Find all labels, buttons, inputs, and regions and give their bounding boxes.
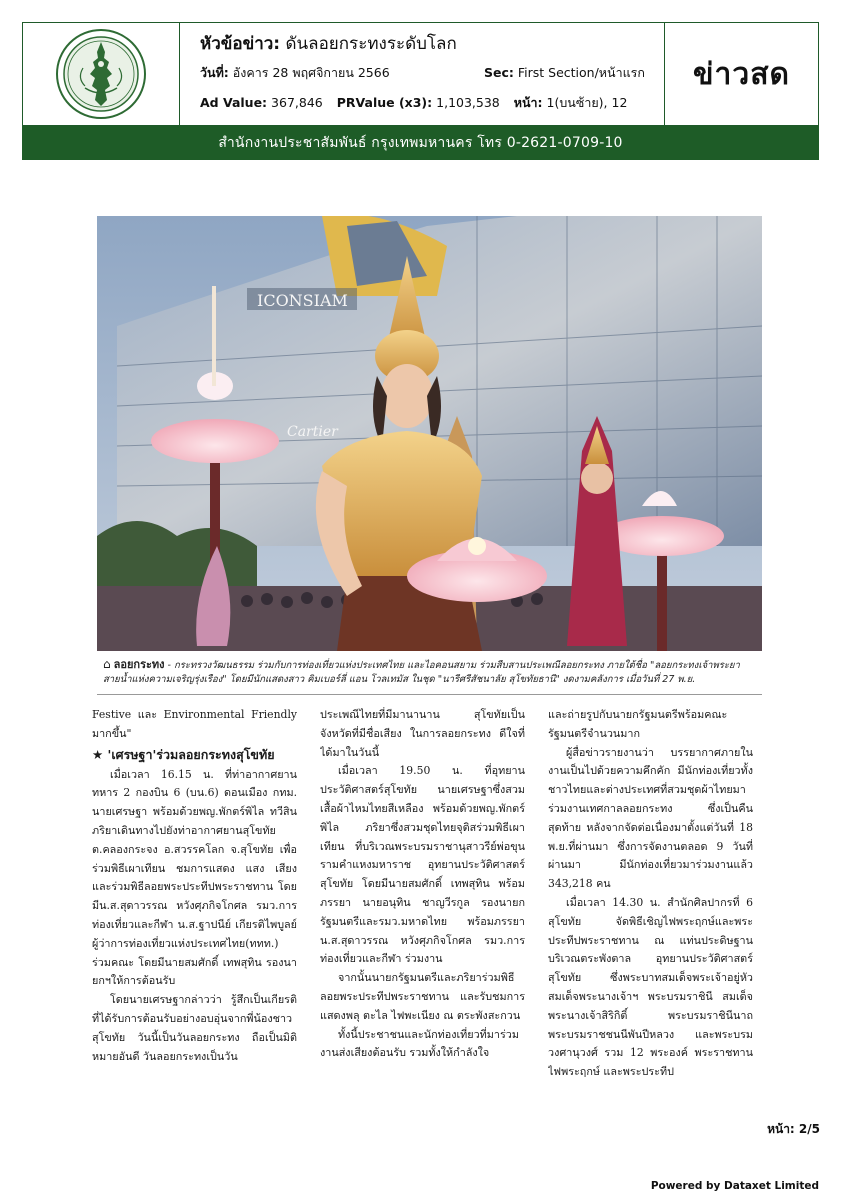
clipping-info — [180, 23, 664, 125]
column-2-paragraph-2: จากนั้นนายกรัฐมนตรีและภริยาร่วมพิธีลอยพระประทีปพระราชทาน และรับชมการแสดงพลุ ตะไล ไฟพะเนียง ณ ตระพังสะกวน — [320, 971, 525, 1022]
caption-heading: ลอยกระทง — [113, 658, 165, 671]
column-3-paragraph-2: เมื่อเวลา 14.30 น. สำนักศิลปากรที่ 6 สุโขทัย จัดพิธีเชิญไฟพระฤกษ์และพระประทีปพระราชทาน ณ แท่นประดิษฐานบริเวณตระพังตาล อุทยานประวัติศาสตร์สุโขทัย ซึ่งพระบาทสมเด็จพระเจ้าอยู่หัว สมเด็จพระนางเจ้าฯ พระบรมราชินี สมเด็จพระนางเจ้าสิริกิติ์ พระบรมราชินีนาถ พระบรมราชชนนีพันปีหลวง และพระบรมวงศานุวงศ์ รวม 12 พระองค์ พระราชทานไฟพระฤกษ์ และพระประทีป — [548, 895, 753, 1079]
powered-by: Powered by Dataxet Limited — [650, 1180, 819, 1192]
page-value: 1(บนซ้าย), 12 — [546, 95, 628, 110]
headline-value: ดันลอยกระทงระดับโลก — [285, 34, 457, 54]
value-row — [200, 93, 664, 113]
ad-value-label: Ad Value: — [200, 95, 268, 110]
cartier-sign: Cartier — [287, 424, 338, 440]
date-value: อังคาร 28 พฤศจิกายน 2566 — [232, 65, 390, 80]
article-subheading: ★ 'เศรษฐา'ร่วมลอยกระทงสุโขทัย — [92, 746, 275, 762]
date-row — [200, 63, 664, 83]
pr-value: 1,103,538 — [436, 95, 500, 110]
bangkok-seal-icon — [55, 28, 147, 120]
page-number: หน้า: 2/5 — [767, 1122, 820, 1136]
page-label: หน้า: — [513, 95, 543, 110]
section-label: Sec: — [484, 65, 514, 80]
headline-label: หัวข้อข่าว: — [200, 34, 281, 54]
iconsiam-sign: ICONSIAM — [257, 291, 348, 310]
ad-value: 367,846 — [271, 95, 323, 110]
logo-cell — [23, 23, 180, 125]
column-1-paragraph-1: เมื่อเวลา 16.15 น. ที่ท่าอากาศยานทหาร 2 กองบิน 6 (บน.6) ดอนเมือง กทม. นายเศรษฐา พร้อมด้วยพญ.พักตร์พิไล ทวีสิน ภริยาเดินทางไปยังท่าอากาศยานสุโขทัย ต.คลองกระจง อ.สวรรคโลก จ.สุโขทัย เพื่อร่วมพิธีเผาเทียน ชมการแสดง แสง เสียง และร่วมพิธีลอยพระประทีปพระราชทาน โดยมีน.ส.สุดาวรรณ หวังศุภกิจโกศล รมว.การท่องเที่ยวและกีฬา น.ส.ฐาปนีย์ เกียรติไพบูลย์ ผู้ว่าการท่องเที่ยวแห่งประเทศไทย(ททท.) ร่วมคณะ โดยมีนายสมศักดิ์ เทพสุทิน รองนายกฯให้การต้อนรับ — [92, 767, 297, 988]
pr-value-label: PRValue (x3): — [336, 95, 433, 110]
publication-name: ข่าวสด — [693, 56, 790, 92]
caption-body: - กระทรวงวัฒนธรรม ร่วมกับการท่องเที่ยวแห่งประเทศไทย และไอคอนสยาม ร่วมสืบสานประเพณีลอยกระทง ภายใต้ชื่อ "ลอยกระทงเจ้าพระยาสายน้ำแห่งความเจริญรุ่งเรือง" โดยมีนักแสดงสาว คิมเบอร์ลี่ แอน โวลเทมัส ในชุด "นารีศรีสัชนาลัย สุโขทัยธานี" งดงามคลังการ เมื่อวันที่ 27 พ.ย. — [103, 660, 740, 685]
column-1-paragraph-2: โดยนายเศรษฐากล่าวว่า รู้สึกเป็นเกียรติที่ได้รับการต้อนรับอย่างอบอุ่นจากพี่น้องชาวสุโขทัย วันนี้เป็นวันลอยกระทง ถือเป็นมิติหมายอันดี วันลอยกระทงเป็นวัน — [92, 993, 297, 1063]
column-2-paragraph-3: ทั้งนี้ประชาชนและนักท่องเที่ยวที่มาร่วมงานส่งเสียงต้อนรับ รวมทั้งให้กำลังใจ — [320, 1027, 519, 1060]
section-value: First Section/หน้าแรก — [517, 65, 645, 80]
date-label: วันที่: — [200, 65, 229, 80]
caption-arrow-icon: ⌂ — [103, 657, 111, 671]
column-1-lead: Festive และ Environmental Friendly มากขึ้น" — [92, 708, 297, 740]
clipping-header — [22, 22, 819, 126]
publication-cell — [664, 23, 818, 125]
column-2-paragraph-1: เมื่อเวลา 19.50 น. ที่อุทยานประวัติศาสตร์สุโขทัย นายเศรษฐาซึ่งสวมเสื้อผ้าไหมไทยสีเหลือง พร้อมด้วยพญ.พักตร์พิไล ภริยาซึ่งสวมชุดไทยจุติสร่วมพิธีเผาเทียน ที่บริเวณพระบรมราชานุสาวรีย์พ่อขุนรามคำแหงมหาราช อุทยานประวัติศาสตร์สุโขทัย โดยมีนายสมศักดิ์ เทพสุทิน พร้อมภรรยา นายอนุทิน ชาญวีรกูล รองนายกรัฐมนตรีและรมว.มหาดไทย พร้อมภรรยา น.ส.สุดาวรรณ หวังศุภกิจโกศล รมว.การท่องเที่ยวและกีฬา ร่วมงาน — [320, 764, 525, 966]
photo-caption — [97, 655, 762, 695]
office-bar: สำนักงานประชาสัมพันธ์ กรุงเทพมหานคร โทร 0-2621-0709-10 — [22, 126, 819, 160]
column-3-lead: และถ่ายรูปกับนายกรัฐมนตรีพร้อมคณะรัฐมนตรีจำนวนมาก — [548, 708, 728, 740]
section-info — [484, 63, 645, 83]
article-column-1 — [92, 706, 297, 1106]
loy-krathong-photo — [97, 216, 762, 651]
article-column-2 — [320, 706, 525, 1106]
article-column-3 — [548, 706, 753, 1106]
column-2-lead: ประเพณีไทยที่มีมานานาน สุโขทัยเป็นจังหวัดที่มีชื่อเสียง ในการลอยกระทง ดีใจที่ได้มาในวันนี้ — [320, 708, 525, 759]
column-3-paragraph-1: ผู้สื่อข่าวรายงานว่า บรรยากาศภายในงานเป็นไปด้วยความคึกคัก มีนักท่องเที่ยวทั้งชาวไทยและต่างประเทศที่สวมชุดผ้าไทยมาร่วมงานเทศกาลลอยกระทง ซึ่งเป็นคืนสุดท้าย หลังจากจัดต่อเนื่องมาตั้งแต่วันที่ 18 พ.ย.ที่ผ่านมา ซึ่งการจัดงานตลอด 9 วันที่ผ่านมา มีนักท่องเที่ยวมาร่วมงานแล้ว 343,218 คน — [548, 745, 753, 891]
headline-row — [200, 31, 664, 57]
news-photo — [97, 216, 762, 651]
